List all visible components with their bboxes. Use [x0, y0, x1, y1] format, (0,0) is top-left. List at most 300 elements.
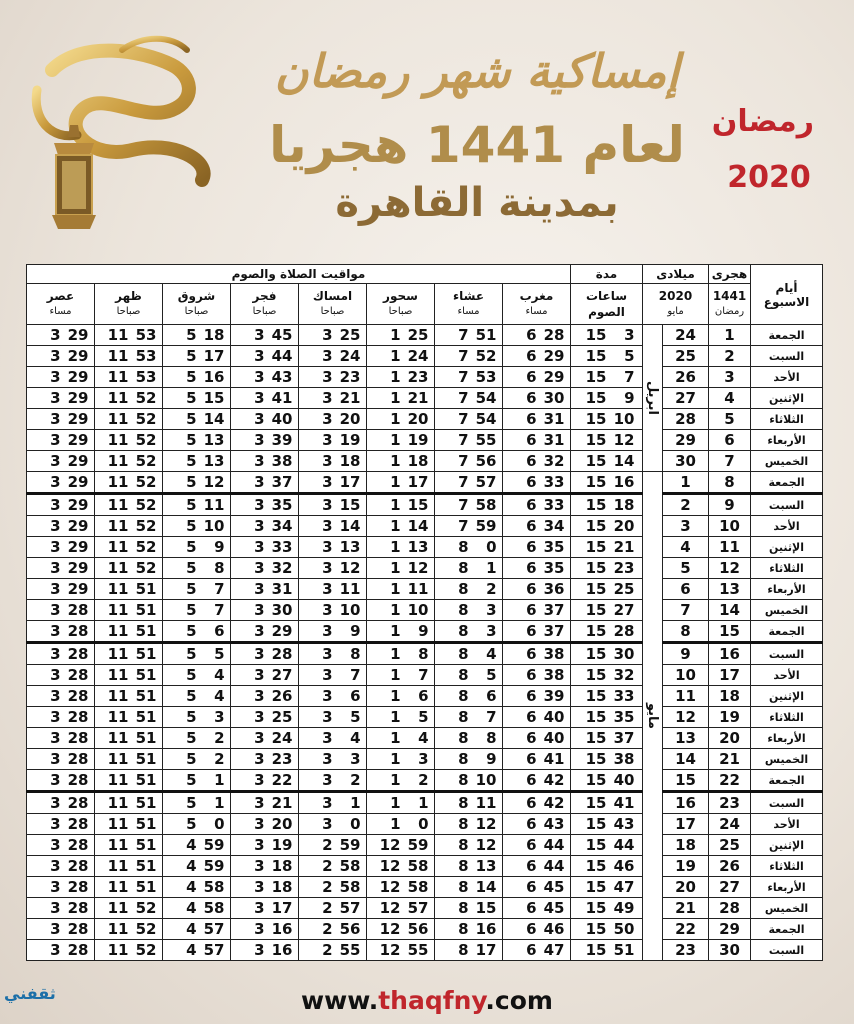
minute-value: 13: [475, 857, 497, 875]
suhoor-cell: [367, 643, 435, 665]
hour-value: 3: [322, 666, 333, 684]
miladi-day-cell: 13: [663, 728, 709, 749]
hour-value: 15: [585, 941, 607, 959]
fajr-cell: [231, 770, 299, 792]
hour-value: 15: [585, 496, 607, 514]
hour-value: 3: [50, 708, 61, 726]
minute-value: 52: [135, 410, 157, 428]
table-row: [27, 749, 823, 770]
minute-value: 41: [543, 750, 565, 768]
minute-value: 9: [486, 750, 497, 768]
miladi-day-cell: 20: [663, 877, 709, 898]
maghrib-cell: [503, 600, 571, 621]
shurooq-cell: [163, 537, 231, 558]
hour-value: 3: [50, 538, 61, 556]
weekday-cell: السبت: [751, 494, 823, 516]
hijri-day-cell: 8: [709, 472, 751, 494]
fast-duration-cell: [571, 728, 643, 749]
shurooq-cell: [163, 707, 231, 728]
minute-value: 0: [418, 815, 429, 833]
minute-value: 59: [475, 517, 497, 535]
suhoor-cell: [367, 409, 435, 430]
isha-cell: [435, 367, 503, 388]
minute-value: 28: [543, 326, 565, 344]
miladi-day-cell: 14: [663, 749, 709, 770]
maghrib-cell: [503, 516, 571, 537]
title-line-2: لعام 1441 هجريا: [269, 116, 685, 174]
miladi-month: مايو: [667, 306, 684, 317]
table-row: [27, 898, 823, 919]
fajr-cell: [231, 814, 299, 835]
asr-cell: [27, 686, 95, 707]
hour-value: 15: [585, 326, 607, 344]
hour-value: 6: [526, 666, 537, 684]
minute-value: 18: [271, 878, 293, 896]
hijri-day-cell: 26: [709, 856, 751, 877]
minute-value: 28: [67, 857, 89, 875]
shurooq-cell: [163, 770, 231, 792]
minute-value: 11: [339, 580, 361, 598]
minute-value: 58: [203, 878, 225, 896]
hijri-day-cell: 1: [709, 325, 751, 346]
weekday-cell: الأربعاء: [751, 579, 823, 600]
hour-value: 11: [107, 920, 129, 938]
hour-value: 8: [458, 815, 469, 833]
minute-value: 13: [203, 452, 225, 470]
col-name: فجر: [252, 289, 277, 303]
weekday-cell: الأحد: [751, 516, 823, 537]
miladi-sub: [643, 284, 709, 325]
month-may-cell: مايو: [643, 472, 663, 961]
header-row-2: [27, 284, 823, 325]
minute-value: 59: [407, 836, 429, 854]
col-sub: صباحا: [320, 306, 345, 317]
asr-cell: [27, 579, 95, 600]
minute-value: 12: [475, 836, 497, 854]
table-row: [27, 516, 823, 537]
minute-value: 25: [339, 326, 361, 344]
minute-value: 34: [543, 517, 565, 535]
hour-value: 12: [379, 836, 401, 854]
minute-value: 58: [203, 899, 225, 917]
minute-value: 0: [350, 815, 361, 833]
maghrib-cell: [503, 877, 571, 898]
minute-value: 15: [339, 496, 361, 514]
dhuhr-cell: [95, 600, 163, 621]
asr-cell: [27, 707, 95, 728]
minute-value: 47: [543, 941, 565, 959]
asr-cell: [27, 516, 95, 537]
weekday-cell: الأحد: [751, 665, 823, 686]
minute-value: 45: [271, 326, 293, 344]
minute-value: 21: [339, 389, 361, 407]
hour-value: 7: [458, 431, 469, 449]
shurooq-cell: [163, 388, 231, 409]
fast-duration-cell: [571, 579, 643, 600]
minute-value: 33: [613, 687, 635, 705]
fajr-cell: [231, 856, 299, 877]
url-domain: thaqfny: [378, 986, 486, 1015]
hour-value: 11: [107, 473, 129, 491]
hijri-year: 1441: [712, 289, 747, 303]
dhuhr-cell: [95, 430, 163, 451]
minute-value: 17: [339, 473, 361, 491]
minute-value: 9: [350, 622, 361, 640]
hour-value: 3: [254, 452, 265, 470]
hour-value: 3: [254, 729, 265, 747]
fajr-cell: [231, 325, 299, 346]
maghrib-cell: [503, 430, 571, 451]
minute-value: 38: [271, 452, 293, 470]
hour-value: 15: [585, 771, 607, 789]
hour-value: 11: [107, 645, 129, 663]
hijri-day-cell: 9: [709, 494, 751, 516]
hour-value: 4: [186, 920, 197, 938]
hour-value: 3: [254, 347, 265, 365]
minute-value: 32: [271, 559, 293, 577]
minute-value: 33: [543, 473, 565, 491]
minute-value: 44: [271, 347, 293, 365]
minute-value: 29: [67, 452, 89, 470]
fajr-cell: [231, 665, 299, 686]
hijri-day-cell: 17: [709, 665, 751, 686]
minute-value: 42: [543, 794, 565, 812]
minute-value: 18: [271, 857, 293, 875]
hour-value: 3: [254, 878, 265, 896]
minute-value: 40: [613, 771, 635, 789]
weekday-cell: الأربعاء: [751, 430, 823, 451]
isha-cell: [435, 430, 503, 451]
hour-value: 3: [50, 517, 61, 535]
suhoor-cell: [367, 346, 435, 367]
hour-value: 5: [186, 347, 197, 365]
minute-value: 43: [543, 815, 565, 833]
minute-value: 51: [135, 687, 157, 705]
suhoor-cell: [367, 558, 435, 579]
minute-value: 1: [418, 794, 429, 812]
fajr-cell: [231, 728, 299, 749]
hour-value: 5: [186, 666, 197, 684]
hour-value: 15: [585, 368, 607, 386]
hour-value: 2: [322, 836, 333, 854]
minute-value: 15: [475, 899, 497, 917]
weekday-cell: الإثنين: [751, 686, 823, 707]
shurooq-cell: [163, 325, 231, 346]
shurooq-cell: [163, 558, 231, 579]
dhuhr-cell: [95, 346, 163, 367]
imsak-cell: [299, 728, 367, 749]
minute-value: 14: [407, 517, 429, 535]
hour-value: 3: [50, 326, 61, 344]
minute-value: 7: [214, 580, 225, 598]
minute-value: 38: [543, 645, 565, 663]
suhoor-cell: [367, 707, 435, 728]
minute-value: 55: [475, 431, 497, 449]
suhoor-cell: [367, 814, 435, 835]
minute-value: 4: [214, 687, 225, 705]
hour-value: 15: [585, 645, 607, 663]
shurooq-cell: [163, 686, 231, 707]
table-row: [27, 537, 823, 558]
shurooq-cell: [163, 919, 231, 940]
weekday-cell: الخميس: [751, 600, 823, 621]
hour-value: 1: [390, 815, 401, 833]
minute-value: 12: [613, 431, 635, 449]
asr-cell: [27, 537, 95, 558]
hour-value: 3: [50, 878, 61, 896]
minute-value: 20: [271, 815, 293, 833]
miladi-day-cell: 19: [663, 856, 709, 877]
hour-value: 3: [254, 326, 265, 344]
hour-value: 3: [322, 473, 333, 491]
minute-value: 51: [613, 941, 635, 959]
minute-value: 51: [135, 601, 157, 619]
hour-value: 5: [186, 389, 197, 407]
minute-value: 51: [135, 815, 157, 833]
hour-value: 8: [458, 559, 469, 577]
hour-value: 3: [50, 750, 61, 768]
hour-value: 1: [390, 368, 401, 386]
suhoor-cell: [367, 835, 435, 856]
isha-cell: [435, 643, 503, 665]
hour-value: 1: [390, 538, 401, 556]
imsak-cell: [299, 430, 367, 451]
isha-cell: [435, 665, 503, 686]
hour-value: 3: [50, 389, 61, 407]
fast-duration-cell: [571, 940, 643, 961]
hour-value: 11: [107, 580, 129, 598]
miladi-day-cell: 18: [663, 835, 709, 856]
hour-value: 3: [322, 687, 333, 705]
hour-value: 8: [458, 622, 469, 640]
hour-value: 5: [186, 622, 197, 640]
minute-value: 3: [418, 750, 429, 768]
miladi-day-cell: 29: [663, 430, 709, 451]
hour-value: 15: [585, 538, 607, 556]
minute-value: 13: [407, 538, 429, 556]
hour-value: 1: [390, 687, 401, 705]
asr-cell: [27, 919, 95, 940]
fast-duration-cell: [571, 451, 643, 472]
minute-value: 51: [135, 580, 157, 598]
minute-value: 28: [271, 645, 293, 663]
hour-value: 6: [526, 389, 537, 407]
imsak-cell: [299, 516, 367, 537]
shurooq-cell: [163, 600, 231, 621]
minute-value: 16: [271, 941, 293, 959]
minute-value: 56: [475, 452, 497, 470]
hour-value: 3: [322, 708, 333, 726]
suhoor-cell: [367, 749, 435, 770]
minute-value: 5: [350, 708, 361, 726]
minute-value: 4: [350, 729, 361, 747]
hour-value: 7: [458, 452, 469, 470]
minute-value: 40: [543, 708, 565, 726]
isha-cell: [435, 621, 503, 643]
hour-value: 6: [526, 601, 537, 619]
dhuhr-cell: [95, 537, 163, 558]
imsak-cell: [299, 877, 367, 898]
fajr-cell: [231, 346, 299, 367]
table-row: [27, 472, 823, 494]
minute-value: 5: [486, 666, 497, 684]
minute-value: 41: [271, 389, 293, 407]
fast-duration-cell: [571, 898, 643, 919]
hour-value: 2: [322, 878, 333, 896]
asr-cell: [27, 792, 95, 814]
weekday-cell: الأربعاء: [751, 877, 823, 898]
minute-value: 25: [271, 708, 293, 726]
weekday-cell: السبت: [751, 643, 823, 665]
hour-value: 6: [526, 580, 537, 598]
fajr-cell: [231, 749, 299, 770]
fajr-cell: [231, 686, 299, 707]
hijri-day-cell: 12: [709, 558, 751, 579]
hour-value: 1: [390, 326, 401, 344]
isha-cell: [435, 451, 503, 472]
minute-value: 33: [271, 538, 293, 556]
miladi-day-cell: 1: [663, 472, 709, 494]
hour-value: 5: [186, 750, 197, 768]
hour-value: 3: [254, 473, 265, 491]
hour-value: 1: [390, 410, 401, 428]
minute-value: 56: [339, 920, 361, 938]
isha-cell: [435, 686, 503, 707]
minute-value: 56: [407, 920, 429, 938]
minute-value: 5: [418, 708, 429, 726]
miladi-day-cell: 25: [663, 346, 709, 367]
isha-cell: [435, 409, 503, 430]
hour-value: 15: [585, 708, 607, 726]
minute-value: 28: [67, 878, 89, 896]
minute-value: 52: [475, 347, 497, 365]
shurooq-cell: [163, 516, 231, 537]
dhuhr-cell: [95, 686, 163, 707]
asr-cell: [27, 325, 95, 346]
hour-value: 6: [526, 899, 537, 917]
minute-value: 6: [214, 622, 225, 640]
maghrib-cell: [503, 643, 571, 665]
hour-value: 6: [526, 517, 537, 535]
fast-duration-cell: [571, 621, 643, 643]
minute-value: 17: [203, 347, 225, 365]
minute-value: 2: [350, 771, 361, 789]
table-row: [27, 325, 823, 346]
hour-value: 3: [254, 815, 265, 833]
maghrib-cell: [503, 898, 571, 919]
hour-value: 3: [254, 750, 265, 768]
hour-value: 5: [186, 601, 197, 619]
weekday-cell: الإثنين: [751, 388, 823, 409]
hour-value: 3: [322, 750, 333, 768]
minute-value: 28: [67, 708, 89, 726]
imsak-cell: [299, 919, 367, 940]
dhuhr-cell: [95, 814, 163, 835]
maghrib-cell: [503, 686, 571, 707]
hour-value: 3: [254, 389, 265, 407]
hour-value: 6: [526, 559, 537, 577]
imsak-cell: [299, 409, 367, 430]
hour-value: 15: [585, 920, 607, 938]
minute-value: 52: [135, 496, 157, 514]
hour-value: 3: [322, 517, 333, 535]
shurooq-cell: [163, 940, 231, 961]
isha-cell: [435, 792, 503, 814]
imsak-cell: [299, 472, 367, 494]
minute-value: 11: [475, 794, 497, 812]
asr-cell: [27, 451, 95, 472]
hour-value: 3: [322, 815, 333, 833]
hour-value: 11: [107, 815, 129, 833]
minute-value: 14: [613, 452, 635, 470]
weekday-cell: الجمعة: [751, 770, 823, 792]
asr-cell: [27, 494, 95, 516]
hour-value: 11: [107, 857, 129, 875]
imsak-cell: [299, 388, 367, 409]
website-url[interactable]: [0, 986, 854, 1015]
dhuhr-cell: [95, 856, 163, 877]
minute-value: 16: [475, 920, 497, 938]
hour-value: 5: [186, 326, 197, 344]
minute-value: 45: [543, 878, 565, 896]
col-header-shurooq: [163, 284, 231, 325]
hour-value: 3: [322, 622, 333, 640]
asr-cell: [27, 749, 95, 770]
hour-value: 3: [322, 771, 333, 789]
hour-value: 3: [254, 496, 265, 514]
maghrib-cell: [503, 558, 571, 579]
dhuhr-cell: [95, 325, 163, 346]
hour-value: 3: [322, 389, 333, 407]
miladi-day-cell: 4: [663, 537, 709, 558]
minute-value: 47: [613, 878, 635, 896]
imsak-cell: [299, 898, 367, 919]
hijri-sub: [709, 284, 751, 325]
hour-value: 3: [50, 771, 61, 789]
hour-value: 15: [585, 666, 607, 684]
minute-value: 44: [543, 857, 565, 875]
hour-value: 11: [107, 771, 129, 789]
dhuhr-cell: [95, 558, 163, 579]
fajr-cell: [231, 367, 299, 388]
table-row: [27, 686, 823, 707]
table-row: [27, 940, 823, 961]
hour-value: 3: [322, 645, 333, 663]
hour-value: 1: [390, 601, 401, 619]
col-header-imsak: [299, 284, 367, 325]
asr-cell: [27, 643, 95, 665]
hour-value: 5: [186, 452, 197, 470]
hour-value: 15: [585, 899, 607, 917]
hijri-day-cell: 14: [709, 600, 751, 621]
hour-value: 1: [390, 794, 401, 812]
hour-value: 8: [458, 645, 469, 663]
isha-cell: [435, 940, 503, 961]
fast-duration-cell: [571, 835, 643, 856]
hijri-day-cell: 15: [709, 621, 751, 643]
hour-value: 4: [186, 941, 197, 959]
minute-value: 27: [613, 601, 635, 619]
shurooq-cell: [163, 877, 231, 898]
minute-value: 38: [543, 666, 565, 684]
hour-value: 6: [526, 920, 537, 938]
minute-value: 44: [613, 836, 635, 854]
minute-value: 37: [543, 622, 565, 640]
dhuhr-cell: [95, 472, 163, 494]
hour-value: 5: [186, 473, 197, 491]
hour-value: 11: [107, 517, 129, 535]
isha-cell: [435, 600, 503, 621]
